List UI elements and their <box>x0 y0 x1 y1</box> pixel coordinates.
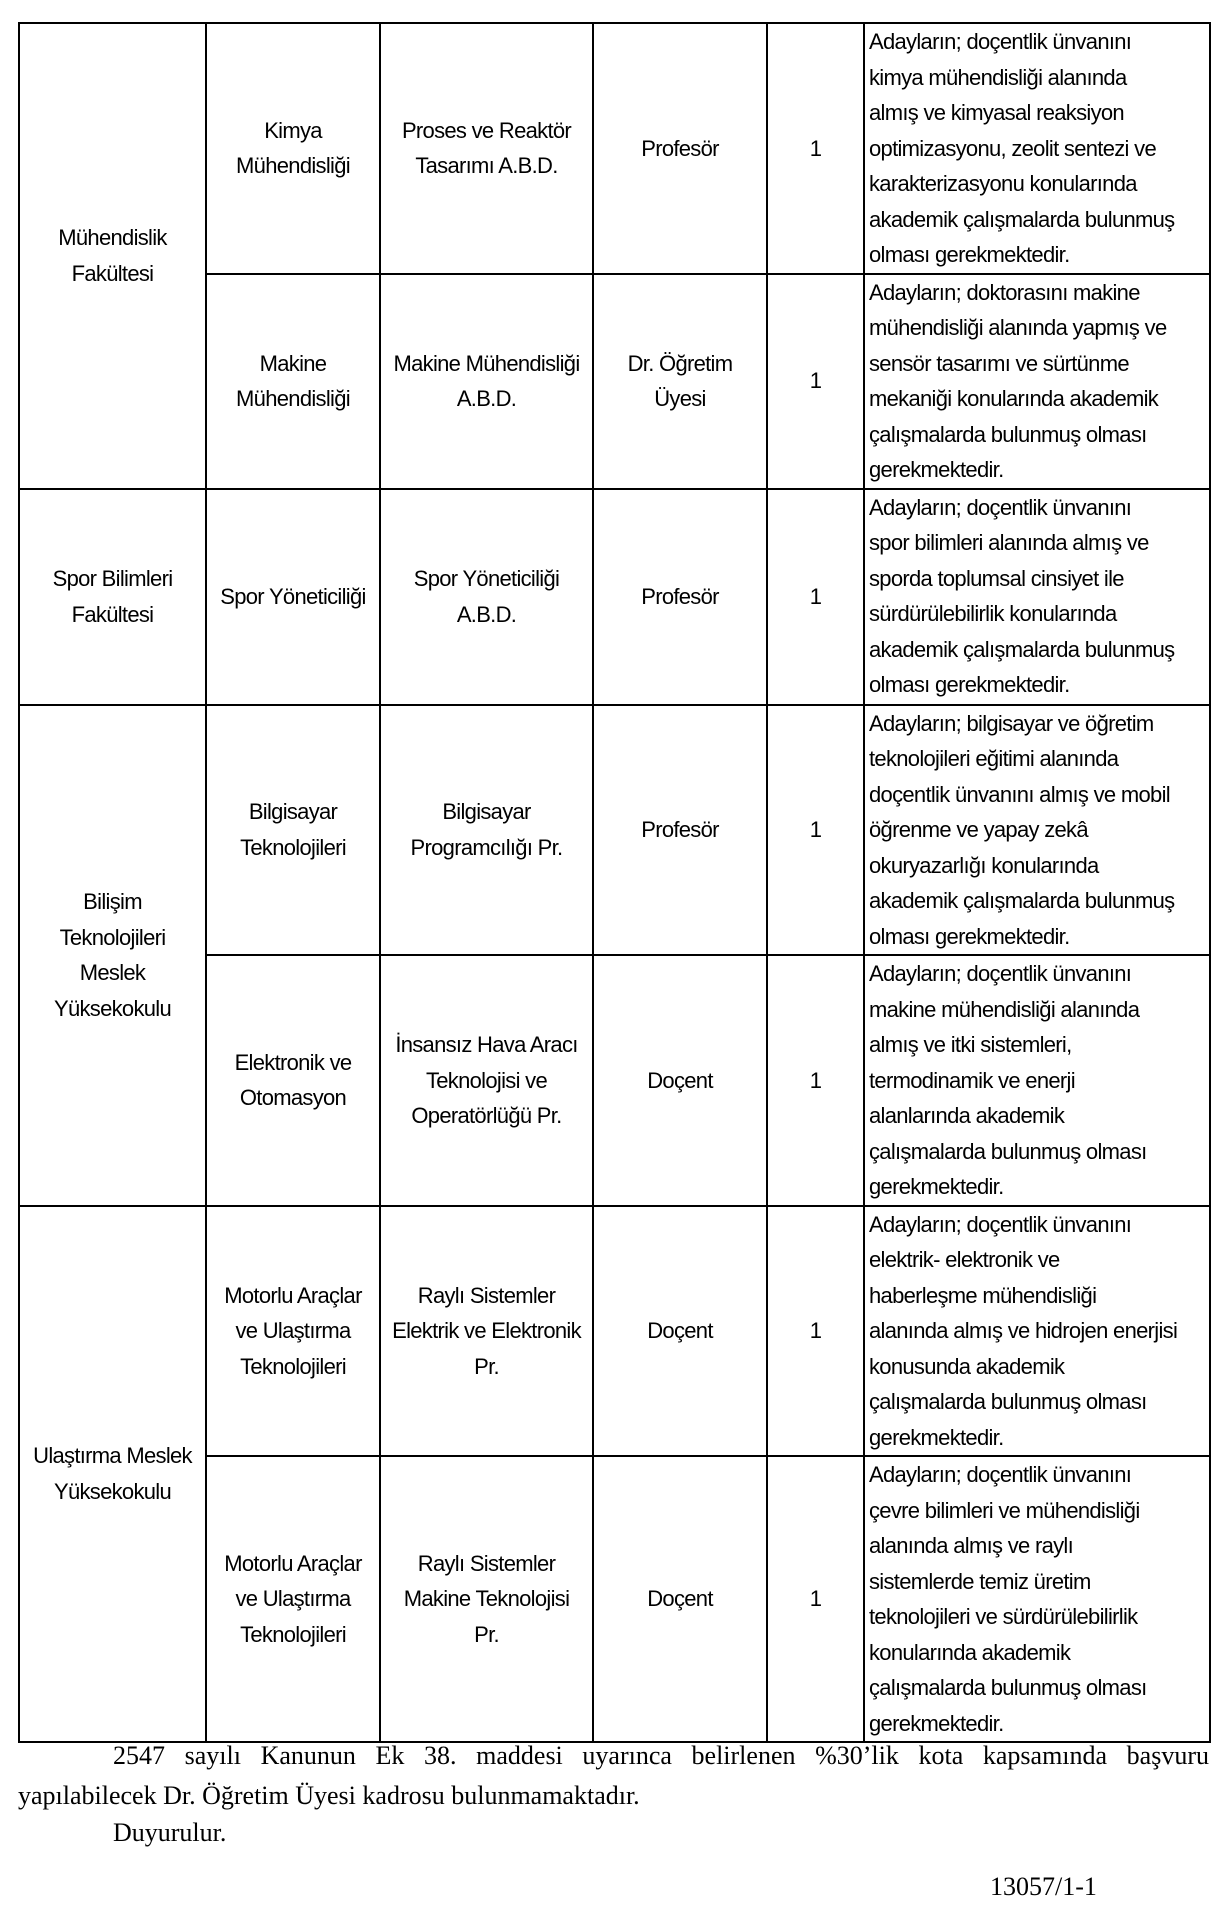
title-cell: Doçent <box>593 955 767 1206</box>
count-cell: 1 <box>767 1206 864 1457</box>
faculty-cell: Mühendislik Fakültesi <box>19 23 206 489</box>
program-cell: Makine Mühendisliği A.B.D. <box>380 274 593 489</box>
department-cell: Kimya Mühendisliği <box>206 23 380 274</box>
department-cell: Makine Mühendisliği <box>206 274 380 489</box>
count-cell: 1 <box>767 705 864 956</box>
requirement-cell: Adayların; doçentlik ünvanını spor bilimleri alanında almış ve sporda toplumsal cinsiyet ile sürdürülebilirlik konularında akademik çalışmalarda bulunmuş olması gerekmektedir. <box>864 489 1210 705</box>
count-cell: 1 <box>767 274 864 489</box>
title-cell: Profesör <box>593 705 767 956</box>
table-row <box>19 489 1210 705</box>
table-row <box>19 23 1210 274</box>
requirement-cell: Adayların; bilgisayar ve öğretim teknolojileri eğitimi alanında doçentlik ünvanını almış ve mobil öğrenme ve yapay zekâ okuryazarlığı konularında akademik çalışmalarda bulunmuş olması gerekmektedir. <box>864 705 1210 956</box>
reference-number: 13057/1-1 <box>990 1872 1097 1901</box>
title-cell: Doçent <box>593 1456 767 1742</box>
requirement-cell: Adayların; doçentlik ünvanını kimya mühendisliği alanında almış ve kimyasal reaksiyon optimizasyonu, zeolit sentezi ve karakterizasyonu konularında akademik çalışmalarda bulunmuş olması gerekmektedir. <box>864 23 1210 274</box>
faculty-cell: Ulaştırma Meslek Yüksekokulu <box>19 1206 206 1743</box>
position-table <box>18 22 1211 1743</box>
department-cell: Motorlu Araçlar ve Ulaştırma Teknolojileri <box>206 1206 380 1457</box>
title-cell: Profesör <box>593 23 767 274</box>
requirement-cell: Adayların; doçentlik ünvanını çevre bilimleri ve mühendisliği alanında almış ve raylı sistemlerde temiz üretim teknolojileri ve sürdürülebilirlik konularında akademik çalışmalarda bulunmuş olması gerekmektedir. <box>864 1456 1210 1742</box>
title-cell: Profesör <box>593 489 767 705</box>
title-cell: Dr. Öğretim Üyesi <box>593 274 767 489</box>
title-cell: Doçent <box>593 1206 767 1457</box>
count-cell: 1 <box>767 1456 864 1742</box>
quota-note: 2547 sayılı Kanunun Ek 38. maddesi uyarınca belirlenen %30’lik kota kapsamında başvuru yapılabilecek Dr. Öğretim Üyesi kadrosu bulunmamaktadır. <box>18 1741 1209 1810</box>
program-cell: Raylı Sistemler Elektrik ve Elektronik Pr. <box>380 1206 593 1457</box>
announcement: Duyurulur. <box>113 1818 227 1847</box>
count-cell: 1 <box>767 955 864 1206</box>
table-row <box>19 705 1210 956</box>
faculty-cell: Bilişim Teknolojileri Meslek Yüksekokulu <box>19 705 206 1206</box>
program-cell: Spor Yöneticiliği A.B.D. <box>380 489 593 705</box>
count-cell: 1 <box>767 23 864 274</box>
department-cell: Elektronik ve Otomasyon <box>206 955 380 1206</box>
requirement-cell: Adayların; doktorasını makine mühendisliği alanında yapmış ve sensör tasarımı ve sürtünme mekaniği konularında akademik çalışmalarda bulunmuş olması gerekmektedir. <box>864 274 1210 489</box>
program-cell: Raylı Sistemler Makine Teknolojisi Pr. <box>380 1456 593 1742</box>
program-cell: İnsansız Hava Aracı Teknolojisi ve Operatörlüğü Pr. <box>380 955 593 1206</box>
department-cell: Bilgisayar Teknolojileri <box>206 705 380 956</box>
table-row <box>19 1206 1210 1457</box>
requirement-cell: Adayların; doçentlik ünvanını makine mühendisliği alanında almış ve itki sistemleri, termodinamik ve enerji alanlarında akademik çalışmalarda bulunmuş olması gerekmektedir. <box>864 955 1210 1206</box>
faculty-cell: Spor Bilimleri Fakültesi <box>19 489 206 705</box>
count-cell: 1 <box>767 489 864 705</box>
requirement-cell: Adayların; doçentlik ünvanını elektrik- elektronik ve haberleşme mühendisliği alanında almış ve hidrojen enerjisi konusunda akademik çalışmalarda bulunmuş olması gerekmektedir. <box>864 1206 1210 1457</box>
department-cell: Motorlu Araçlar ve Ulaştırma Teknolojileri <box>206 1456 380 1742</box>
program-cell: Proses ve Reaktör Tasarımı A.B.D. <box>380 23 593 274</box>
program-cell: Bilgisayar Programcılığı Pr. <box>380 705 593 956</box>
department-cell: Spor Yöneticiliği <box>206 489 380 705</box>
